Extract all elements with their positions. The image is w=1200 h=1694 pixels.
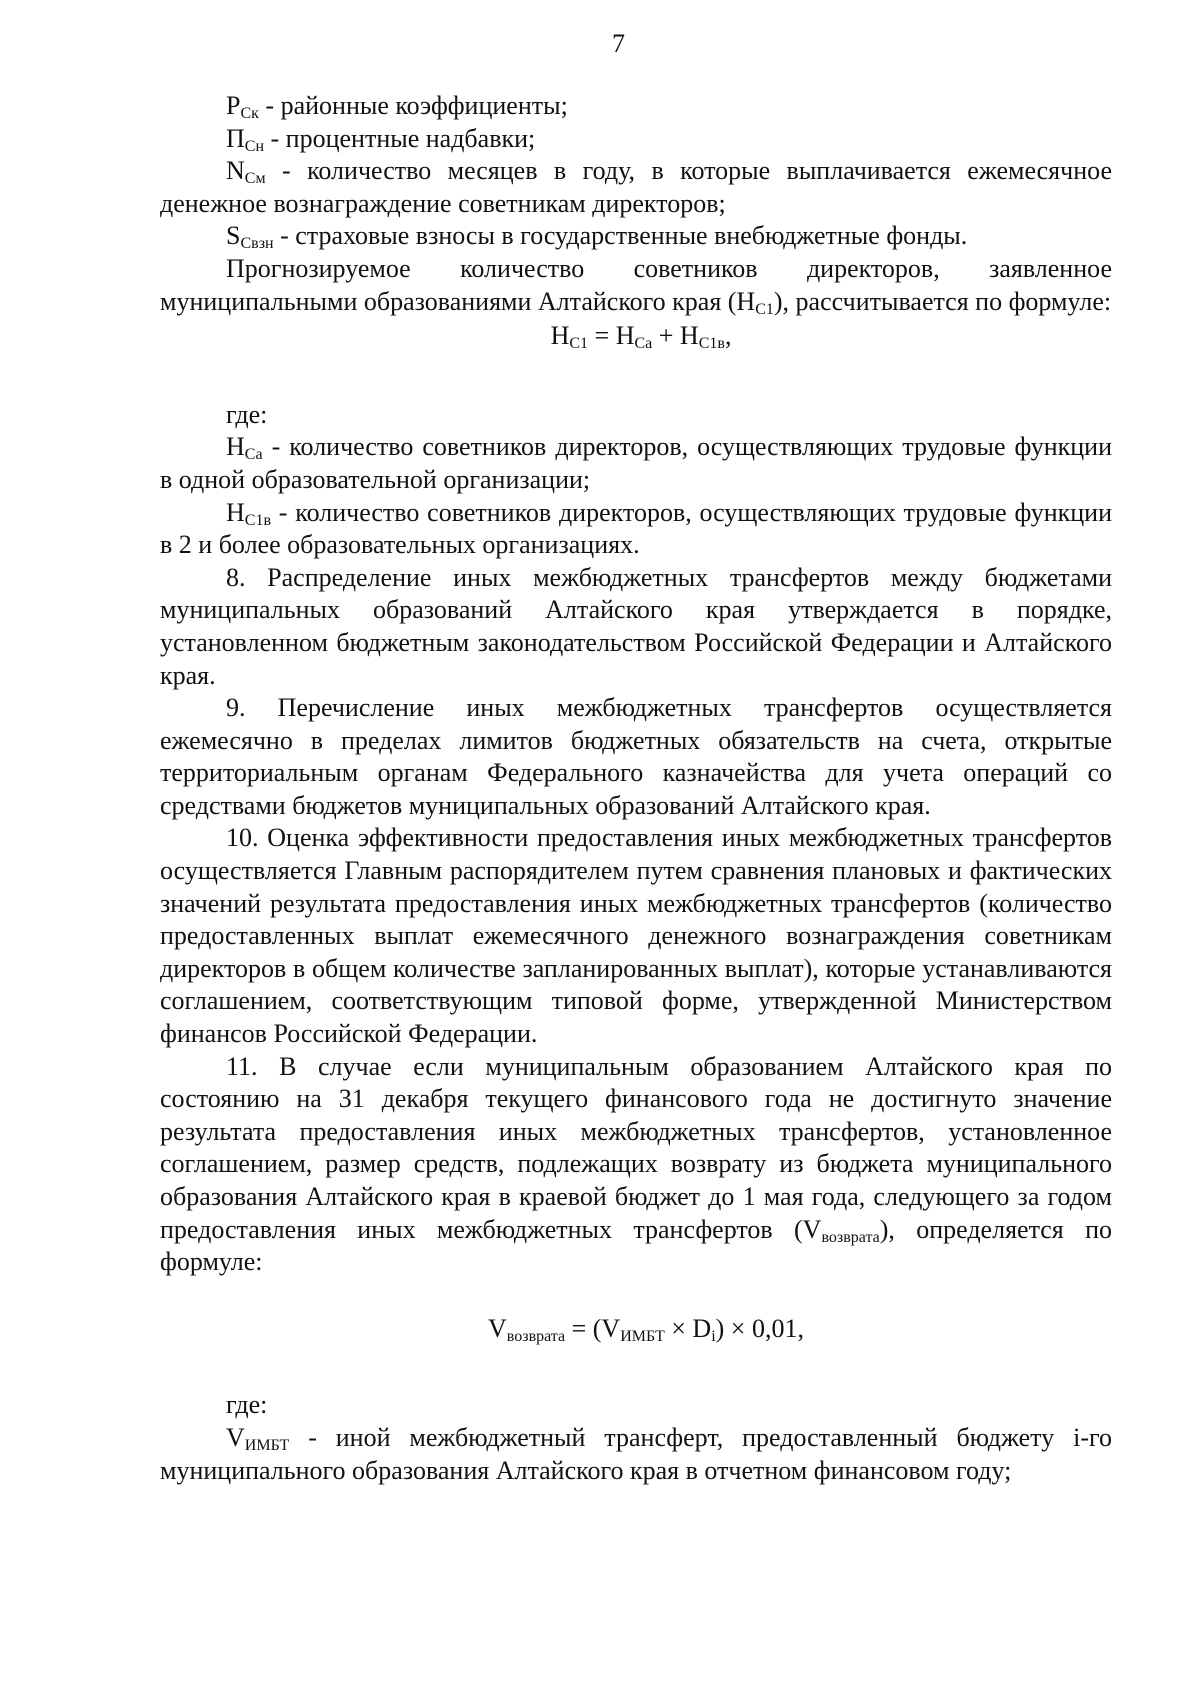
definition-insurance-contributions: $S_{Свзн}$ - страховые взносы в государственные внебюджетные фонды. (226, 221, 968, 253)
document-body (160, 90, 1112, 1487)
paragraph-9-transfer: 9. Перечисление иных межбюджетных трансфертов осуществляется ежемесячно в пределах лимитов бюджетных обязательств на счета, открытые территориальным органам Федерального казначейства для учета операций со средствами бюджетов муниципальных образований Алтайского края. (160, 693, 1112, 820)
definition-percentage-allowances: $П_{Сн}$ - процентные надбавки; (226, 123, 536, 155)
definition-advisors-one-org: $Н_{Са}$ - количество советников директоров, осуществляющих трудовые функции в одной образовательной организации; (160, 432, 1112, 494)
definition-interbudget-transfer: $V_{ИМБТ}$ - иной межбюджетный трансферт, предоставленный бюджету i-го муниципального образования Алтайского края в отчетном финансовом году; (160, 1422, 1112, 1485)
definition-months-count: $N_{См}$ - количество месяцев в году, в которые выплачивается ежемесячное денежное вознаграждение советникам директоров; (160, 156, 1112, 218)
paragraph-8-distribution: 8. Распределение иных межбюджетных трансфертов между бюджетами муниципальных образований Алтайского края утверждается в порядке, установленном бюджетным законодательством Российской Федерации и Алтайского края. (160, 562, 1112, 690)
paragraph-11-return: 11. В случае если муниципальным образованием Алтайского края по состоянию на 31 декабря текущего финансового года не достигнуто значение результата предоставления иных межбюджетных трансфертов, установленное соглашением, размер средств, подлежащих возврату из бюджета муниципального образования Алтайского края в краевой бюджет до 1 мая года, следующего за годом предоставления иных межбюджетных трансфертов $(V_{возврата})$, определяется по формуле: (160, 1051, 1112, 1277)
where-label: где: (226, 1390, 268, 1420)
paragraph-forecast-advisors: Прогнозируемое количество советников директоров, заявленное муниципальными образованиями Алтайского края $(Н_{С1})$, рассчитывается по формуле: (160, 253, 1112, 318)
formula-advisors-count: $Н_{С1} = Н_{Са} + Н_{С1в}$, (550, 321, 732, 353)
definition-advisors-multiple-orgs: $Н_{С1в}$ - количество советников директоров, осуществляющих трудовые функции в 2 и более образовательных организациях. (160, 497, 1112, 560)
where-label: где: (226, 399, 268, 429)
page-number: 7 (612, 29, 625, 58)
paragraph-10-efficiency: 10. Оценка эффективности предоставления иных межбюджетных трансфертов осуществляется Главным распорядителем путем сравнения плановых и фактических значений результата предоставления иных межбюджетных трансфертов (количество предоставленных выплат ежемесячного денежного вознаграждения советникам директоров в общем количестве запланированных выплат), которые устанавливаются соглашением, соответствующим типовой форме, утвержденной Министерством финансов Российской Федерации. (160, 823, 1112, 1049)
formula-return-amount: $V_{возврата} = (V_{ИМБТ} \times D_i) \times 0,01$, (488, 1313, 804, 1345)
definition-regional-coefficients: $Р_{Ск}$ - районные коэффициенты; (226, 91, 568, 122)
